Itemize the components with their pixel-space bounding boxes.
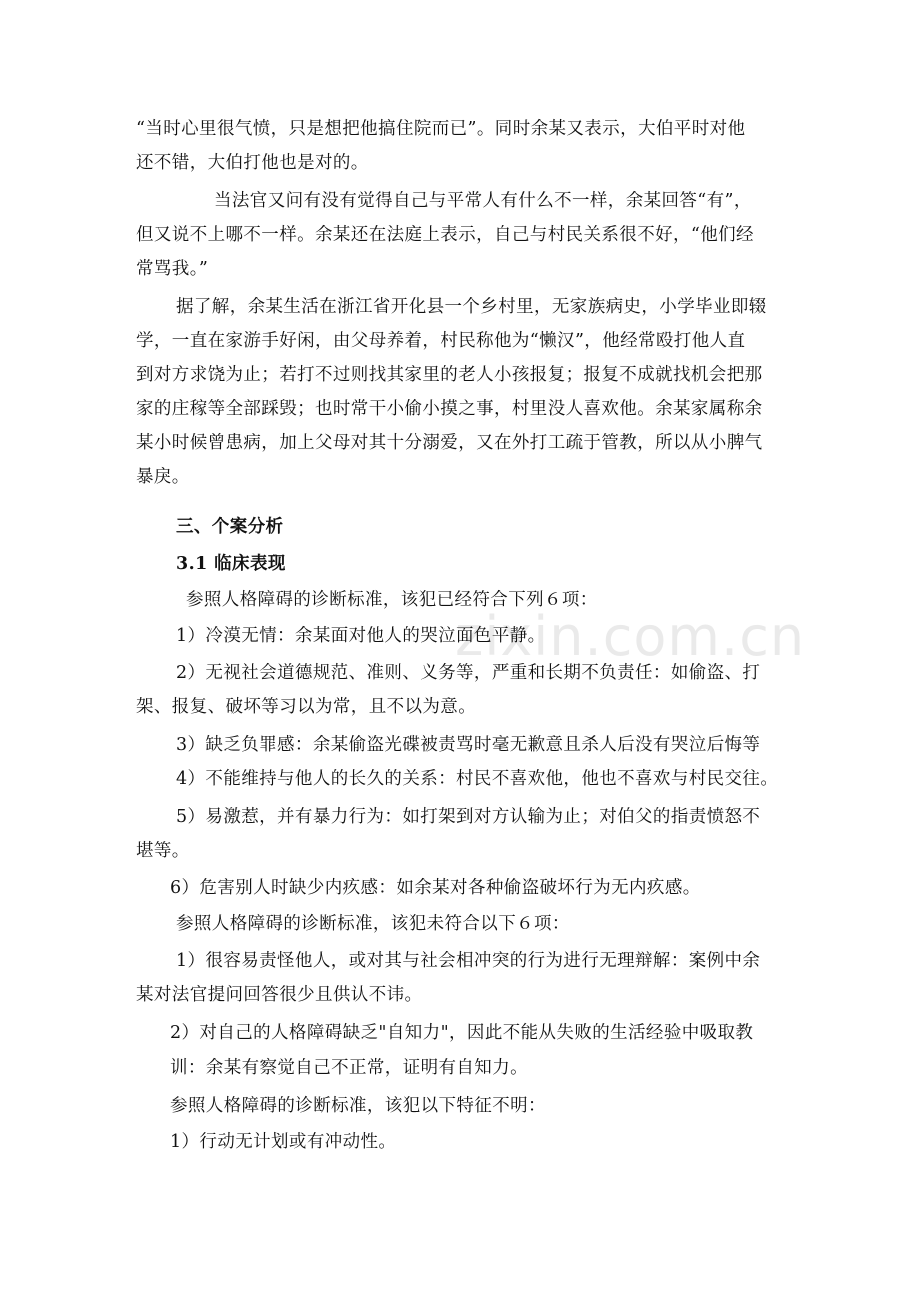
text-line: “当时心里很气愤，只是想把他搞住院而已”。同时余某又表示，大伯平时对他 [136, 119, 746, 139]
list-item: 1）很容易责怪他人，或对其与社会相冲突的行为进行无理辩解：案例中余 [176, 951, 761, 971]
text-line: 但又说不上哪不一样。余某还在法庭上表示，自己与村民关系很不好，“他们经 [136, 225, 754, 245]
text-line: 参照人格障碍的诊断标准，该犯以下特征不明： [170, 1096, 546, 1116]
watermark: zixin.com.cn [455, 605, 806, 668]
text-line: 常骂我。” [136, 259, 209, 279]
text-line: 参照人格障碍的诊断标准，该犯已经符合下列６项： [186, 590, 598, 610]
text-line: 据了解，余某生活在浙江省开化县一个乡村里，无家族病史，小学毕业即辍 [176, 297, 767, 317]
text-line: 学，一直在家游手好闲，由父母养着，村民称他为“懒汉”，他经常殴打他人直 [136, 331, 746, 351]
text-line: 某对法官提问回答很少且供认不讳。 [136, 985, 423, 1005]
text-line: 当法官又问有没有觉得自己与平常人有什么不一样，余某回答“有”， [214, 191, 752, 211]
text-line: 训：余某有察觉自己不正常，证明有自知力。 [170, 1058, 528, 1078]
text-line: 架、报复、破坏等习以为常，且不以为意。 [136, 697, 477, 717]
list-item: 1）行动无计划或有冲动性。 [170, 1132, 397, 1152]
list-item: 2）对自己的人格障碍缺乏"自知力"，因此不能从失败的生活经验中吸取教 [170, 1023, 754, 1043]
text-line: 到对方求饶为止；若打不过则找其家里的老人小孩报复；报复不成就找机会把那 [136, 365, 763, 385]
list-item: 1）冷漠无情：余某面对他人的哭泣面色平静。 [176, 626, 546, 646]
list-item: 5）易激惹，并有暴力行为：如打架到对方认输为止；对伯父的指责愤怒不 [176, 807, 761, 827]
text-line: 堪等。 [136, 841, 190, 861]
list-item: 6）危害别人时缺少内疚感：如余某对各种偷盗破坏行为无内疚感。 [170, 878, 701, 898]
text-line: 某小时候曾患病，加上父母对其十分溺爱，又在外打工疏于管教，所以从小脾气 [136, 433, 763, 453]
text-line: 暴戾。 [136, 467, 190, 487]
list-item: 2）无视社会道德规范、准则、义务等，严重和长期不负责任：如偷盗、打 [176, 663, 761, 683]
subsection-heading: 3.1 临床表现 [176, 554, 286, 574]
text-line: 参照人格障碍的诊断标准，该犯未符合以下６项： [176, 914, 570, 934]
list-item: 4）不能维持与他人的长久的关系：村民不喜欢他，他也不喜欢与村民交往。 [176, 769, 779, 789]
text-line: 家的庄稼等全部踩毁；也时常干小偷小摸之事，村里没人喜欢他。余某家属称余 [136, 399, 763, 419]
text-line: 还不错，大伯打他也是对的。 [136, 153, 369, 173]
list-item: 3）缺乏负罪感：余某偷盗光碟被责骂时毫无歉意且杀人后没有哭泣后悔等 [176, 735, 761, 755]
section-heading: 三、个案分析 [176, 517, 284, 537]
